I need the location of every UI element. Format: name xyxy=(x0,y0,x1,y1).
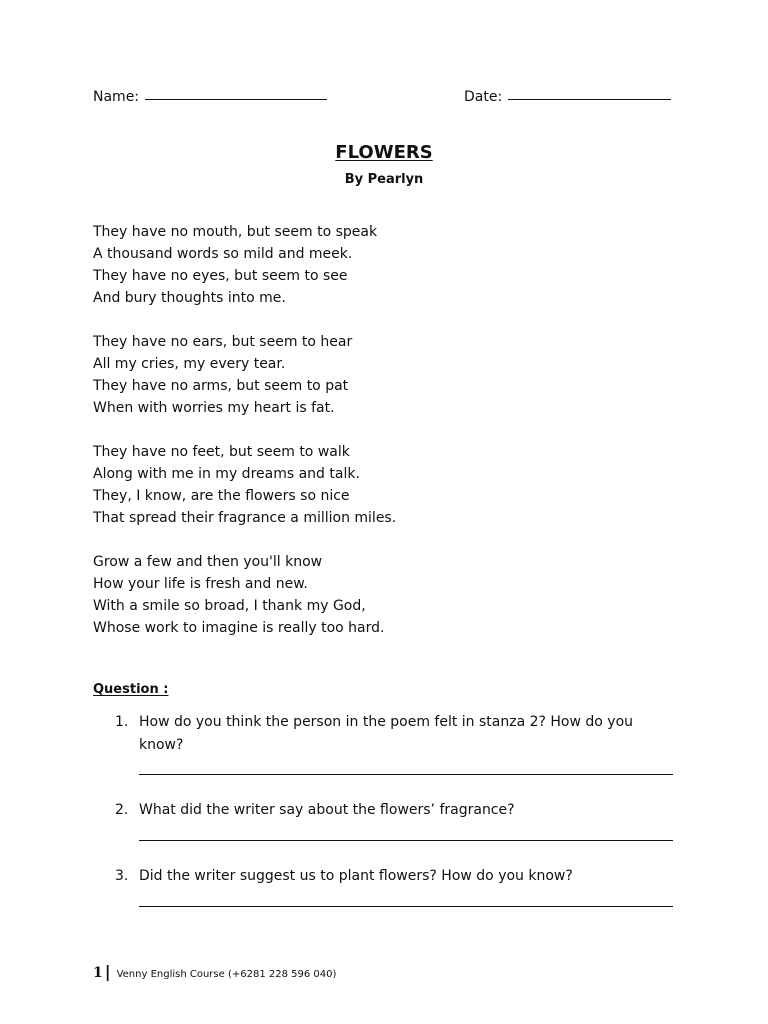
footer-separator: | xyxy=(104,962,111,981)
footer-text: Venny English Course (+6281 228 596 040) xyxy=(116,969,337,980)
poem-line: They have no eyes, but seem to see xyxy=(93,268,348,284)
stanza-2 xyxy=(93,331,653,419)
questions-heading-text: Question : xyxy=(93,682,169,697)
name-field xyxy=(93,89,327,105)
question-text: Did the writer suggest us to plant flowers? How do you know? xyxy=(139,868,573,884)
date-blank-line[interactable] xyxy=(508,98,671,100)
page-footer xyxy=(93,962,336,981)
answer-line[interactable] xyxy=(139,905,673,907)
page-number: 1 xyxy=(93,965,103,981)
poem-byline: By Pearlyn xyxy=(344,172,424,187)
poem-line: And bury thoughts into me. xyxy=(93,290,286,306)
poem-title-text: FLOWERS xyxy=(335,142,433,163)
poem-line: They have no ears, but seem to hear xyxy=(93,334,353,350)
poem-title xyxy=(0,142,768,163)
question-number: 1. xyxy=(115,714,129,730)
poem-line: Along with me in my dreams and talk. xyxy=(93,466,360,482)
questions-heading xyxy=(93,682,168,697)
poem-line: That spread their fragrance a million miles. xyxy=(93,510,397,526)
poem-line: Whose work to imagine is really too hard. xyxy=(93,620,385,636)
date-label: Date: xyxy=(464,89,503,105)
poem-line: They have no feet, but seem to walk xyxy=(93,444,350,460)
date-field xyxy=(464,89,671,105)
poem-line: A thousand words so mild and meek. xyxy=(93,246,353,262)
poem-line: All my cries, my every tear. xyxy=(93,356,286,372)
poem-line: When with worries my heart is fat. xyxy=(93,400,335,416)
poem-line: They have no mouth, but seem to speak xyxy=(93,224,378,240)
question-text: What did the writer say about the flowers’ fragrance? xyxy=(139,802,515,818)
stanza-4 xyxy=(93,551,653,639)
header-row xyxy=(93,89,673,109)
answer-line[interactable] xyxy=(139,773,673,775)
question-text: How do you think the person in the poem felt in stanza 2? How do you know? xyxy=(139,714,634,753)
poem-body xyxy=(93,221,653,661)
stanza-3 xyxy=(93,441,653,529)
poem-line: Grow a few and then you'll know xyxy=(93,554,323,570)
poem-line: How your life is fresh and new. xyxy=(93,576,308,592)
question-number: 3. xyxy=(115,868,129,884)
answer-line[interactable] xyxy=(139,839,673,841)
name-blank-line[interactable] xyxy=(145,98,327,100)
poem-line: With a smile so broad, I thank my God, xyxy=(93,598,366,614)
poem-line: They, I know, are the flowers so nice xyxy=(93,488,350,504)
question-number: 2. xyxy=(115,802,129,818)
poem-line: They have no arms, but seem to pat xyxy=(93,378,349,394)
name-label: Name: xyxy=(93,89,140,105)
stanza-1 xyxy=(93,221,653,309)
